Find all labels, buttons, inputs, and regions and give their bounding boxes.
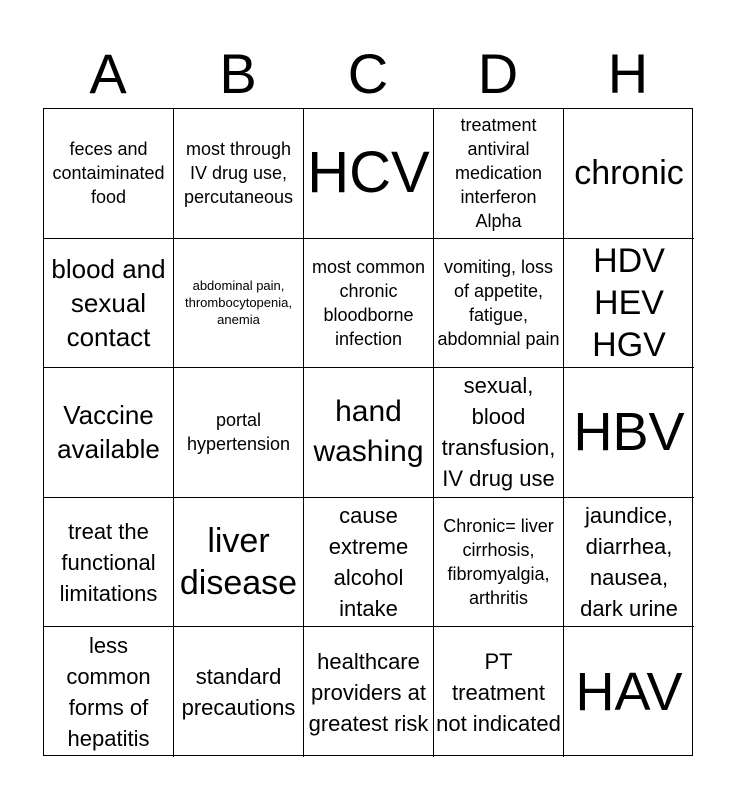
cell-text: most common chronic bloodborne infection [311,256,426,349]
bingo-cell[interactable] [174,498,304,628]
cell-text: chronic [574,154,684,193]
cell-text: vomiting, loss of appetite, fatigue, abdomnial pain [437,256,560,349]
cell-text: HDV HEV HGV [592,241,666,364]
bingo-cell[interactable] [174,368,304,498]
cell-text: less common forms of hepatitis [66,633,151,752]
bingo-cell[interactable] [564,627,694,757]
cell-text: HBV [573,402,685,463]
cell-text: liver disease [179,522,298,603]
bingo-cell[interactable] [44,368,174,498]
bingo-cell[interactable] [44,627,174,757]
bingo-cell[interactable] [434,109,564,239]
header-letter-a: A [89,42,127,105]
bingo-cell[interactable] [174,239,304,369]
header-letter-b: B [219,42,257,105]
cell-text: hand washing [313,395,424,469]
cell-text: PT treatment not indicated [436,648,561,736]
header-letter-d: D [477,42,519,105]
bingo-cell[interactable] [434,627,564,757]
header-letter-c: C [347,42,389,105]
bingo-header [43,40,693,108]
cell-text: blood and sexual contact [51,253,166,352]
bingo-cell[interactable] [564,498,694,628]
bingo-cell[interactable] [564,239,694,369]
bingo-cell[interactable] [434,239,564,369]
bingo-cell[interactable] [174,109,304,239]
cell-text: standard precautions [181,664,296,721]
bingo-cell[interactable] [434,498,564,628]
bingo-board [43,108,693,756]
bingo-cell[interactable] [434,368,564,498]
bingo-cell[interactable] [304,239,434,369]
bingo-cell[interactable] [44,498,174,628]
bingo-cell[interactable] [564,368,694,498]
bingo-cell[interactable] [304,109,434,239]
cell-text: treat the functional limitations [59,518,158,606]
cell-text: HAV [575,662,683,723]
header-letter-h: H [607,42,649,105]
cell-text: Chronic= liver cirrhosis, fibromyalgia, arthritis [443,516,554,609]
bingo-cell[interactable] [174,627,304,757]
bingo-cell[interactable] [564,109,694,239]
cell-text: treatment antiviral medication interferon Alpha [454,115,543,232]
cell-text: Vaccine available [57,400,160,465]
cell-text: abdominal pain, thrombocytopenia, anemia [185,278,292,328]
cell-text: jaundice, diarrhea, nausea, dark urine [580,503,678,622]
bingo-cell[interactable] [44,239,174,369]
cell-text: most through IV drug use, percutaneous [183,139,294,208]
cell-text: HCV [307,140,430,206]
bingo-cell[interactable] [304,627,434,757]
bingo-cell[interactable] [304,498,434,628]
bingo-cell[interactable] [304,368,434,498]
cell-text: healthcare providers at greatest risk [308,648,429,736]
cell-text: portal hypertension [186,410,291,455]
bingo-cell[interactable] [44,109,174,239]
cell-text: sexual, blood transfusion, IV drug use [441,373,556,492]
cell-text: feces and contaiminated food [52,139,165,208]
cell-text: cause extreme alcohol intake [328,503,409,622]
